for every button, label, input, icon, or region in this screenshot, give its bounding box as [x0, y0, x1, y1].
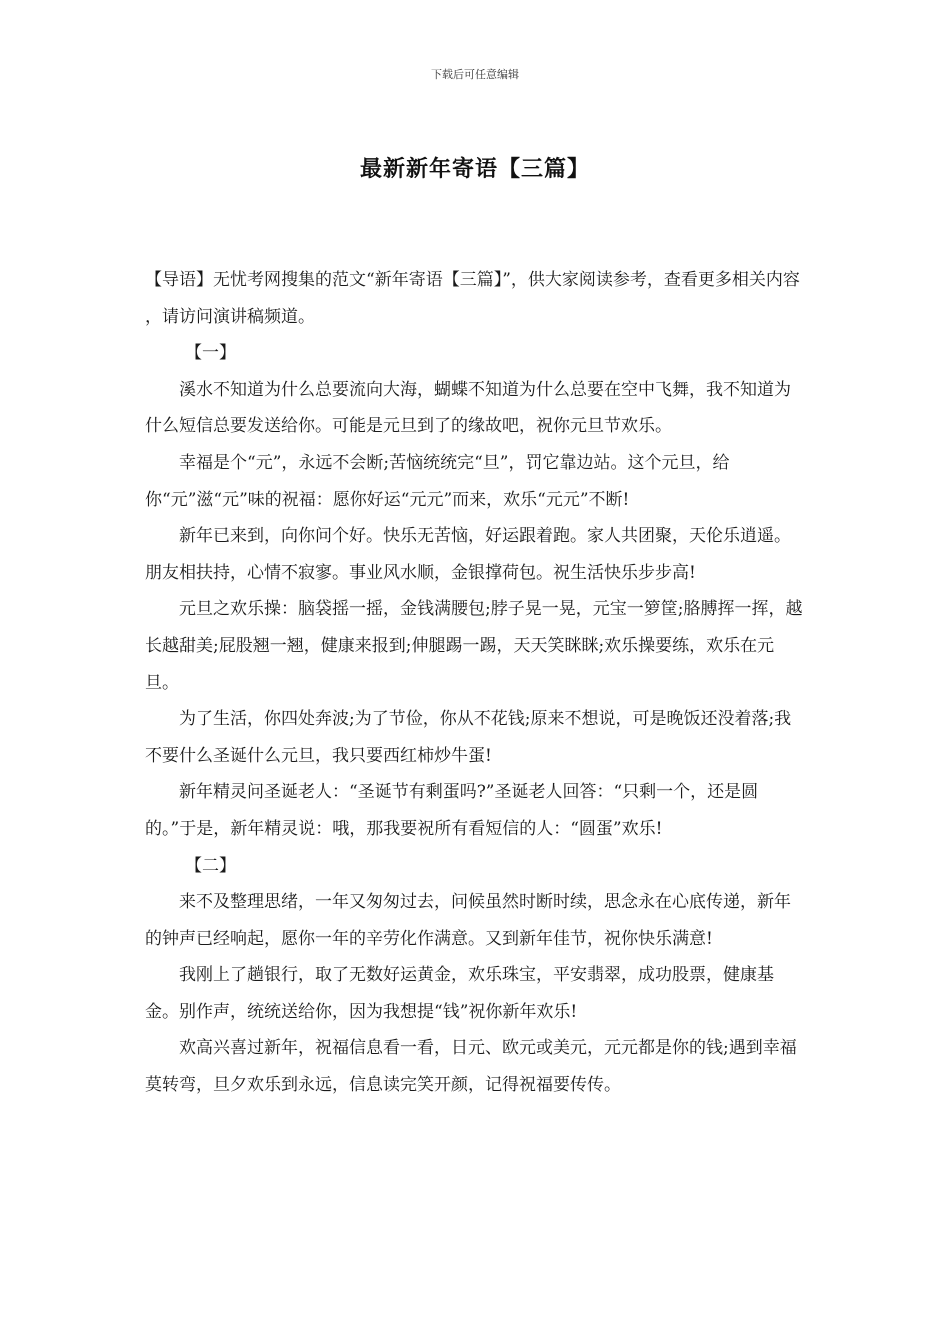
section-2-paragraph-1: 来不及整理思绪，一年又匆匆过去，问候虽然时断时续，思念永在心底传递，新年的钟声已经响起，愿你一年的辛劳化作满意。又到新年佳节，祝你快乐满意! — [145, 892, 791, 949]
section-1-paragraph-5: 为了生活，你四处奔波;为了节俭，你从不花钱;原来不想说，可是晚饭还没着落;我不要什么圣诞什么元旦，我只要西红柿炒牛蛋! — [145, 709, 792, 766]
section-heading-2: 【二】 — [185, 855, 236, 876]
document-title: 最新新年寄语【三篇】 — [359, 156, 590, 182]
section-1-paragraph-6: 新年精灵问圣诞老人：“圣诞节有剩蛋吗?”圣诞老人回答：“只剩一个，还是圆的。”于是，新年精灵说：哦，那我要祝所有看短信的人：“圆蛋”欢乐! — [145, 782, 759, 839]
intro-paragraph: 【导语】无忧考网搜集的范文“新年寄语【三篇】”，供大家阅读参考，查看更多相关内容 ，请访问演讲稿频道。 — [145, 270, 800, 327]
section-2-paragraph-2: 我刚上了趟银行，取了无数好运黄金，欢乐珠宝，平安翡翠，成功股票，健康基金。别作声，统统送给你，因为我想提“钱”祝你新年欢乐! — [145, 965, 774, 1022]
section-heading-1: 【一】 — [185, 343, 236, 364]
section-1-paragraph-4: 元旦之欢乐操：脑袋摇一摇，金钱满腰包;脖子晃一晃，元宝一箩筐;胳膊挥一挥，越长越甜美;屁股翘一翘，健康来报到;伸腿踢一踢，天天笑眯眯;欢乐操要练，欢乐在元旦。 — [145, 599, 803, 693]
section-1-paragraph-3: 新年已来到，向你问个好。快乐无苦恼，好运跟着跑。家人共团聚，天伦乐逍遥。朋友相扶持，心情不寂寥。事业风水顺，金银撑荷包。祝生活快乐步步高! — [145, 526, 791, 583]
section-2-paragraph-3: 欢高兴喜过新年，祝福信息看一看，日元、欧元或美元，元元都是你的钱;遇到幸福莫转弯，旦夕欢乐到永远，信息读完笑开颜，记得祝福要传传。 — [145, 1038, 797, 1096]
section-1-paragraph-1: 溪水不知道为什么总要流向大海，蝴蝶不知道为什么总要在空中飞舞，我不知道为什么短信总要发送给你。可能是元旦到了的缘故吧，祝你元旦节欢乐。 — [145, 379, 791, 437]
section-1-paragraph-2: 幸福是个“元”，永远不会断;苦恼统统完“旦”，罚它靠边站。这个元旦，给你“元”滋“元”味的祝福：愿你好运“元元”而来，欢乐“元元”不断! — [145, 452, 730, 510]
document-body — [145, 262, 805, 1104]
page-header-note: 下载后可任意编辑 — [431, 68, 519, 81]
